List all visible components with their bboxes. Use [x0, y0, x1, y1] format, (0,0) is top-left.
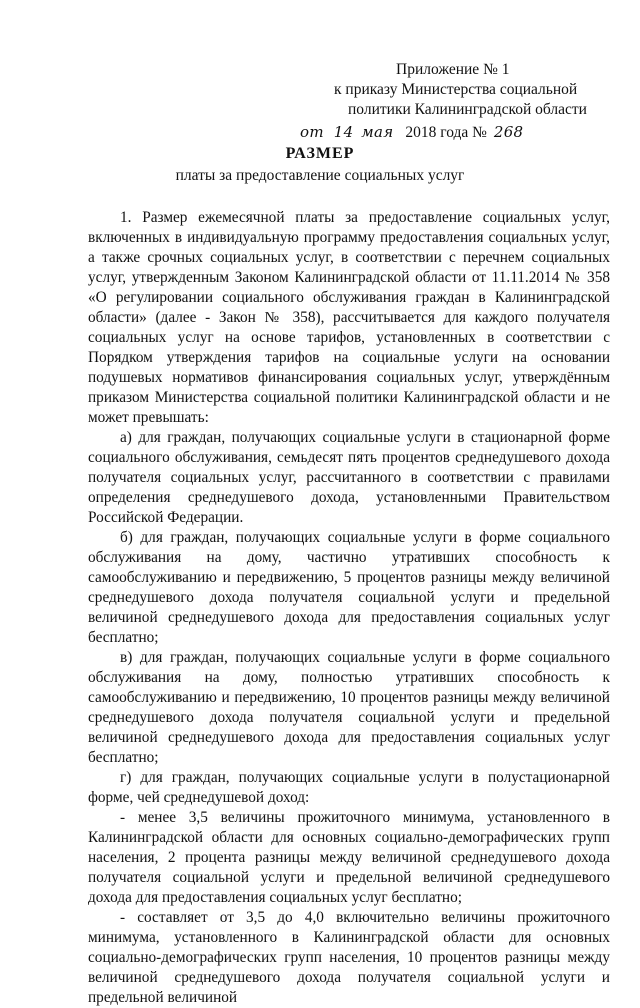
appendix-ministry: политики Калининградской области	[348, 101, 587, 118]
paragraph-a: а) для граждан, получающих социальные услуги в стационарной форме социального обслуживания, семьдесят пять процентов среднедушевого дохода получателя социальных услуг, рассчитанного в соответствии с правилами определения среднедушевого дохода, установленными Правительством Российской Федерации.	[88, 429, 610, 526]
order-number: 268	[493, 123, 524, 141]
document-body	[88, 208, 610, 1008]
document-title: РАЗМЕР	[285, 145, 355, 162]
appendix-date-line	[300, 122, 580, 143]
date-year: 2018 года №	[405, 124, 487, 141]
appendix-order-ref: к приказу Министерства социальной	[334, 81, 578, 98]
appendix-header	[300, 60, 587, 143]
document-subtitle: платы за предоставление социальных услуг	[175, 167, 465, 184]
paragraph-v: в) для граждан, получающих социальные услуги в форме социального обслуживания на дому, полностью утративших способность к самообслуживанию и передвижению, 10 процентов разницы между величиной среднедушевого дохода получателя социальной услуги и предельной величиной среднедушевого дохода для предоставления социальных услуг бесплатно;	[88, 649, 610, 766]
paragraph-b: б) для граждан, получающих социальные услуги в форме социального обслуживания на дому, частично утративших способность к самообслуживанию и передвижению, 5 процентов разницы между величиной среднедушевого дохода получателя социальной услуги и предельной величиной среднедушевого дохода для предоставления социальных услуг бесплатно;	[88, 529, 610, 646]
paragraph-g-item-1: - менее 3,5 величины прожиточного минимума, установленного в Калининградской области для основных социально-демографических групп населения, 2 процента разницы между величиной среднедушевого дохода получателя социальной услуги и предельной величиной среднедушевого дохода для предоставления социальных услуг бесплатно;	[88, 809, 610, 906]
date-month: мая	[361, 123, 394, 141]
appendix-number: Приложение № 1	[396, 61, 510, 78]
paragraph-1: 1. Размер ежемесячной платы за предоставление социальных услуг, включенных в индивидуальную программу предоставления социальных услуг, а также срочных социальных услуг, в соответствии с перечнем социальных услуг, утвержденным Законом Калининградской области от 11.11.2014 № 358 «О регулировании социального обслуживания граждан в Калининградской области» (далее - Закон № 358), рассчитывается для каждого получателя социальных услуг на основе тарифов, установленных в соответствии с Порядком утверждения тарифов на социальные услуги на основании подушевых нормативов финансирования социальных услуг, утверждённым приказом Министерства социальной политики Калининградской области и не может превышать:	[88, 209, 610, 426]
paragraph-g: г) для граждан, получающих социальные услуги в полустационарной форме, чей среднедушевой доход:	[88, 769, 610, 806]
date-day: 14	[333, 123, 354, 141]
paragraph-g-item-2: - составляет от 3,5 до 4,0 включительно величины прожиточного минимума, установленного в Калининградской области для основных социально-демографических групп населения, 10 процентов разницы между величиной среднедушевого дохода получателя социальной услуги и предельной величиной	[88, 909, 610, 1006]
date-prefix: от	[300, 123, 324, 141]
